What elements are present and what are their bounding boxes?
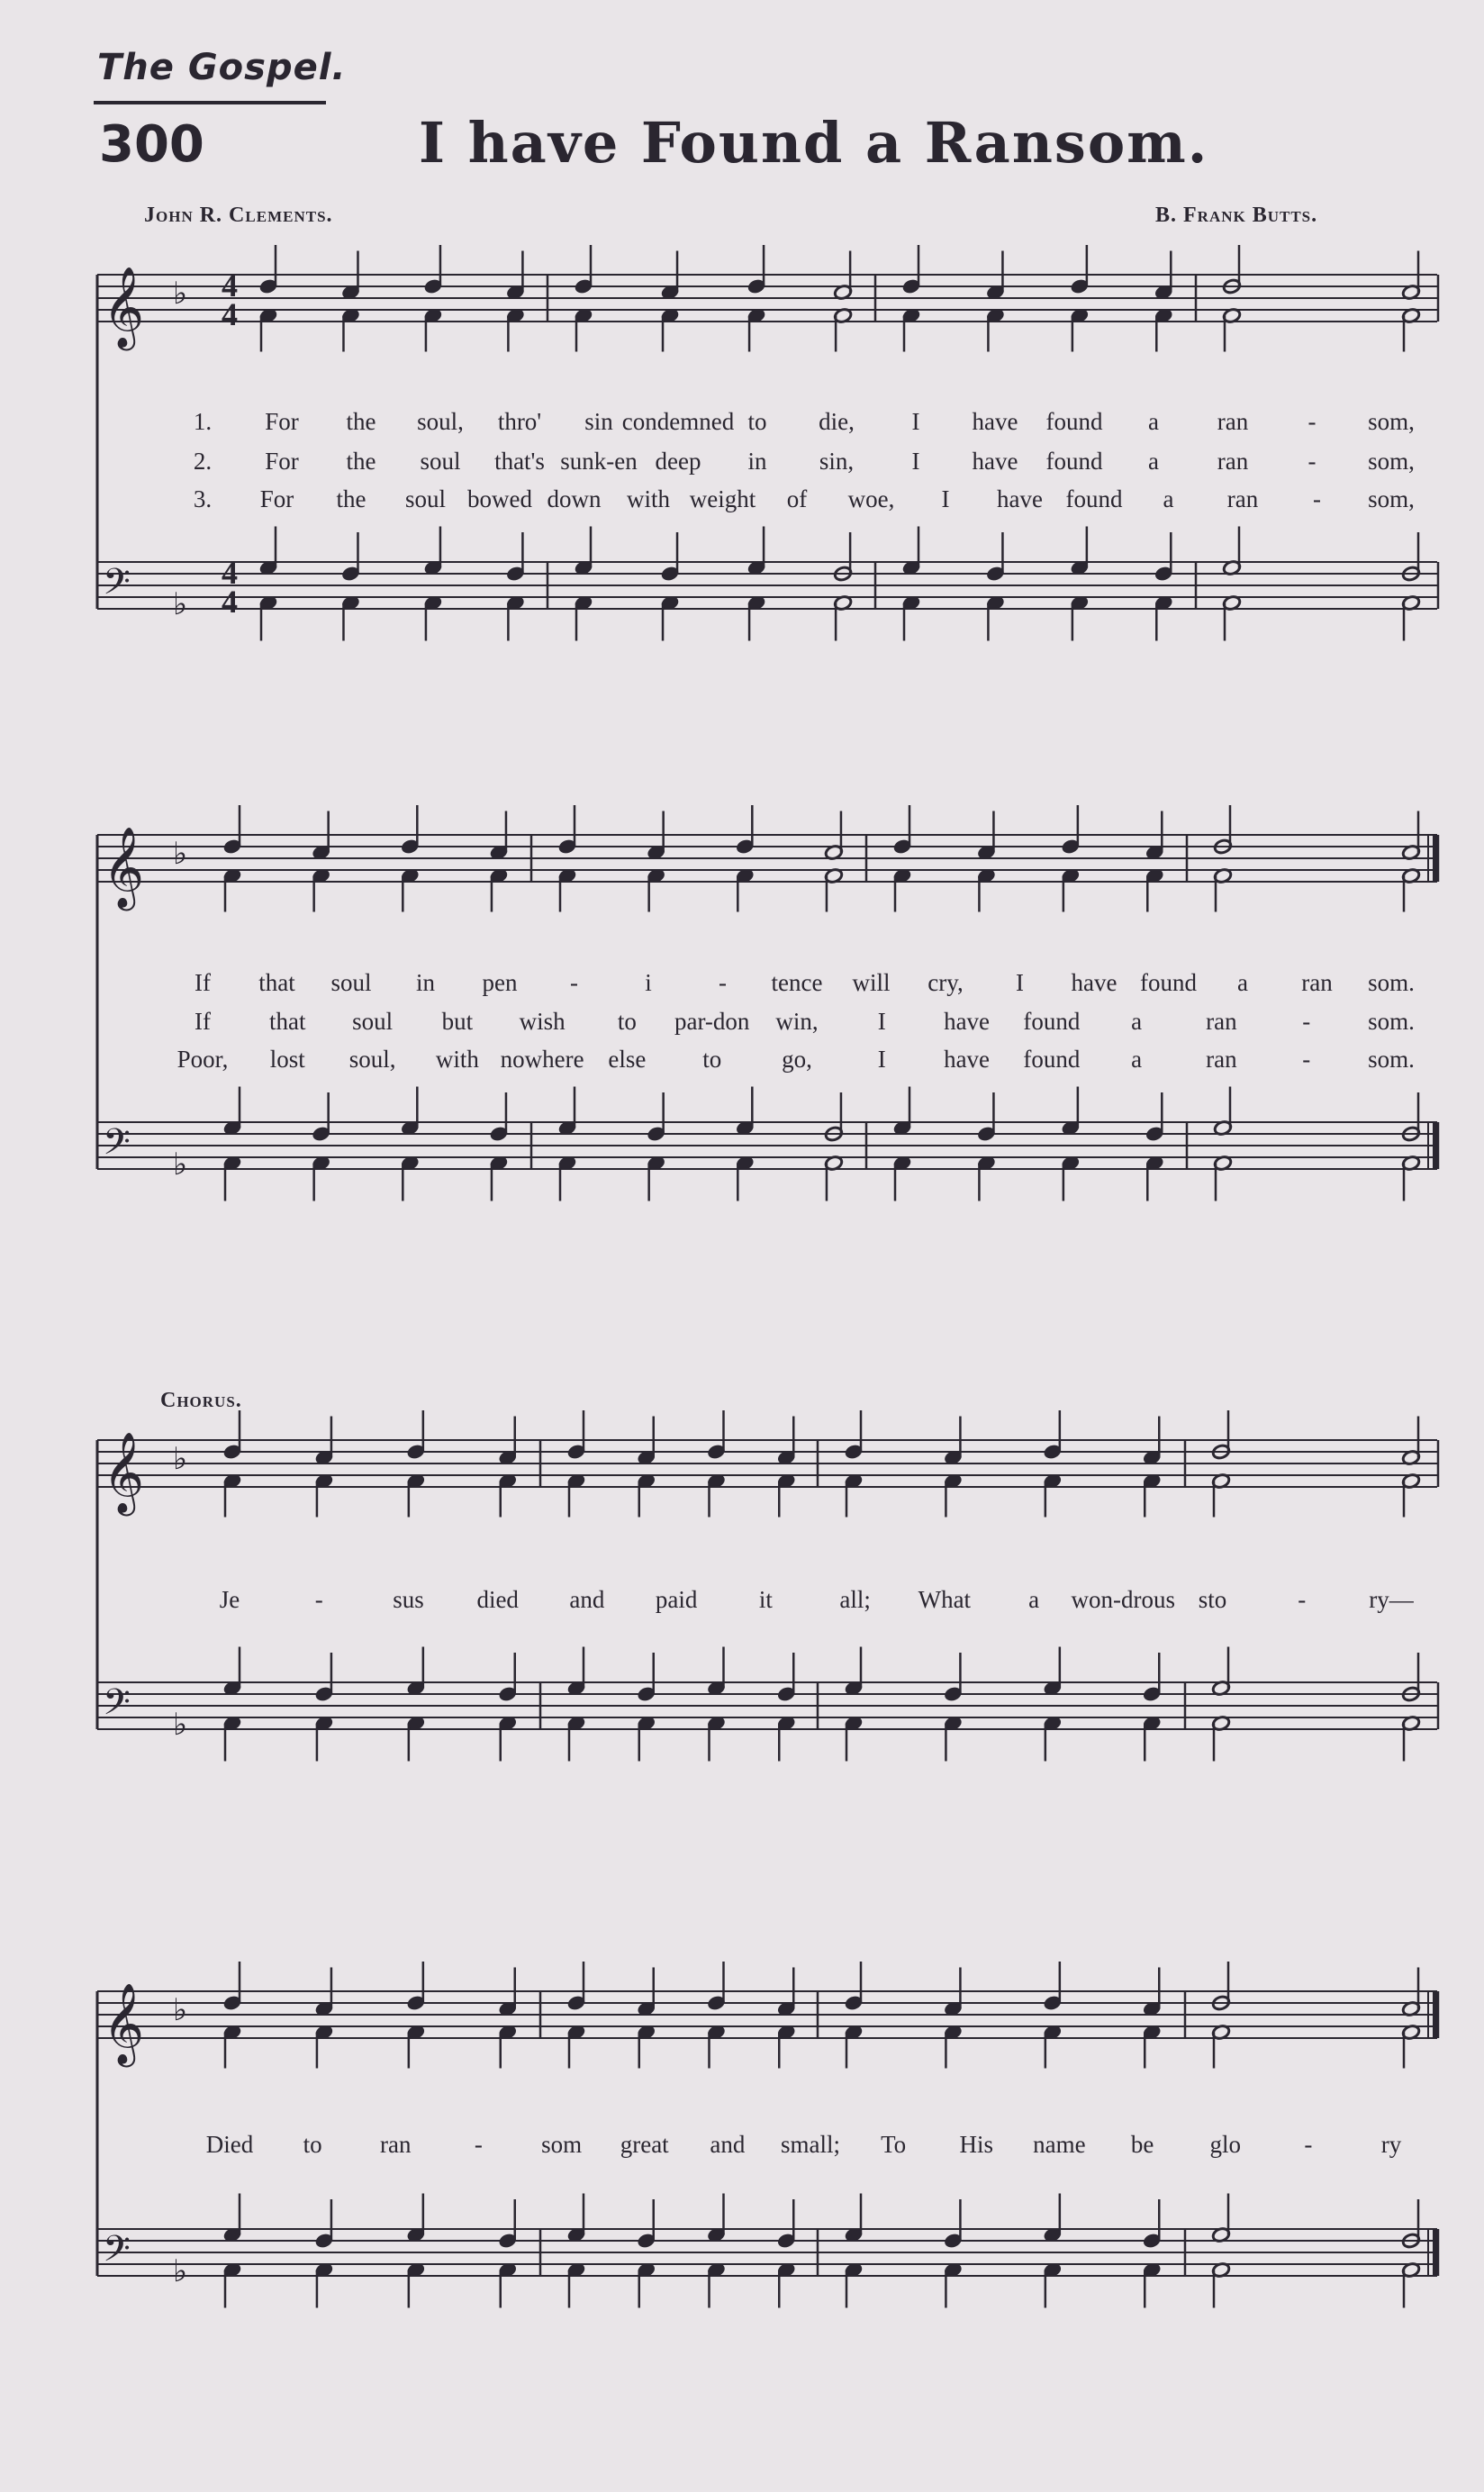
lyric-word: a [1131, 1046, 1143, 1073]
lyric-word: found [1045, 408, 1103, 435]
lyric-word: have [997, 485, 1043, 512]
lyric-word: small; [781, 2131, 840, 2158]
lyric-word: - [1304, 2131, 1313, 2158]
lyric-word: ran [1206, 1046, 1237, 1073]
lyric-word: die, [819, 408, 855, 435]
lyric-word: be [1130, 2131, 1154, 2158]
hymn-number: 300 [99, 115, 204, 174]
lyric-word: For [259, 485, 294, 512]
lyric-word: som, [1368, 485, 1415, 512]
lyric-word: For [265, 408, 299, 435]
lyric-word: To [881, 2131, 907, 2158]
lyric-word: 2. [193, 448, 213, 475]
lyric-word: died [476, 1586, 519, 1613]
lyric-word: soul [352, 1008, 394, 1035]
lyric-word: - [474, 2131, 483, 2158]
treble-staff [97, 1440, 1437, 1487]
lyric-word: found [1023, 1046, 1081, 1073]
lyric-word: sin, [819, 448, 855, 475]
lyric-word: - [1308, 448, 1317, 475]
lyric-word: weight [689, 485, 756, 512]
time-signature-top: 4 [222, 555, 238, 591]
lyric-word: the [336, 485, 366, 512]
lyric-word: tence [771, 969, 823, 996]
lyric-word: bowed [467, 485, 532, 512]
lyric-word: in [747, 448, 767, 475]
time-signature-bottom: 4 [222, 296, 238, 332]
bass-clef-icon: 𝄢 [103, 2228, 131, 2279]
lyric-word: ran [380, 2131, 412, 2158]
lyric-word: pen [482, 969, 518, 996]
lyric-word: to [617, 1008, 637, 1035]
lyric-word: will [852, 969, 891, 996]
lyric-word: a [1131, 1008, 1143, 1035]
lyric-word: sin [584, 408, 613, 435]
lyric-word: a [1148, 408, 1159, 435]
lyric-word: I [877, 1008, 886, 1035]
section-title: The Gospel. [97, 47, 347, 88]
lyric-word: to [702, 1046, 722, 1073]
system-3 [97, 1410, 1438, 1762]
lyric-word: found [1140, 969, 1197, 996]
flat-icon: ♭ [173, 838, 188, 871]
lyric-word: som. [1368, 1008, 1415, 1035]
lyric-word: If [195, 1008, 211, 1035]
lyric-word: For [265, 448, 299, 475]
lyric-word: som. [1368, 1046, 1415, 1073]
lyric-word: to [747, 408, 767, 435]
treble-staff [97, 835, 1437, 882]
lyric-word: have [944, 1046, 991, 1073]
lyric-word: Poor, [176, 1046, 229, 1073]
lyric-word: thro' [497, 408, 542, 435]
lyric-word: with [435, 1046, 479, 1073]
lyric-word: woe, [847, 485, 895, 512]
lyric-word: What [918, 1586, 972, 1613]
treble-clef-icon: 𝄞 [103, 1432, 145, 1513]
lyric-word: found [1045, 448, 1103, 475]
lyric-word: name [1033, 2131, 1086, 2158]
lyric-word: have [972, 448, 1018, 475]
lyric-word: Je [219, 1586, 240, 1613]
lyric-word: it [758, 1586, 773, 1613]
lyric-word: wish [519, 1008, 566, 1035]
lyric-word: that's [494, 448, 545, 475]
lyric-word: ran [1206, 1008, 1237, 1035]
lyric-word: I [911, 408, 920, 435]
lyric-word: ran [1301, 969, 1333, 996]
lyric-word: a [1163, 485, 1174, 512]
bass-staff [97, 1682, 1437, 1729]
flat-icon: ♭ [173, 277, 188, 311]
lyric-word: - [1308, 408, 1317, 435]
treble-staff [97, 1991, 1437, 2038]
time-signature-bottom: 4 [222, 584, 238, 620]
lyric-word: - [314, 1586, 323, 1613]
system-2 [97, 805, 1438, 1201]
lyric-word: soul [404, 485, 447, 512]
lyric-word: win, [775, 1008, 819, 1035]
lyric-word: som. [1368, 969, 1415, 996]
lyric-word: sto [1198, 1586, 1227, 1613]
flat-icon: ♭ [173, 588, 188, 621]
lyric-word: I [911, 448, 920, 475]
lyric-word: and [569, 1586, 605, 1613]
composer-credit: B. Frank Butts. [1155, 204, 1318, 227]
lyric-word: som [541, 2131, 583, 2158]
time-signature-top: 4 [222, 267, 238, 304]
lyric-word: else [608, 1046, 647, 1073]
lyric-word: sus [393, 1586, 424, 1613]
lyric-word: i [645, 969, 652, 996]
bass-staff [97, 2229, 1437, 2276]
flat-icon: ♭ [173, 1148, 188, 1182]
lyric-word: found [1023, 1008, 1081, 1035]
lyric-word: the [346, 448, 376, 475]
lyric-word: I [877, 1046, 886, 1073]
lyric-word: in [415, 969, 436, 996]
lyric-word: deep [655, 448, 701, 475]
lyric-word: ran [1217, 448, 1249, 475]
lyric-word: - [1298, 1586, 1307, 1613]
lyric-word: som, [1368, 448, 1415, 475]
lyric-word: of [786, 485, 808, 512]
lyric-word: glo [1209, 2131, 1241, 2158]
flat-icon: ♭ [173, 2255, 188, 2288]
lyric-word: that [269, 1008, 306, 1035]
bass-clef-icon: 𝄢 [103, 561, 131, 612]
flat-icon: ♭ [173, 1443, 188, 1476]
lyric-word: the [346, 408, 376, 435]
lyric-word: soul [330, 969, 372, 996]
lyric-word: go, [782, 1046, 812, 1073]
lyric-word: a [1028, 1586, 1040, 1613]
lyric-word: I [941, 485, 950, 512]
lyric-word: sunk-en [560, 448, 638, 475]
lyric-word: that [258, 969, 295, 996]
lyric-word: som, [1368, 408, 1415, 435]
lyric-word: soul [420, 448, 461, 475]
lyric-word: - [1313, 485, 1321, 512]
lyric-word: soul, [348, 1046, 396, 1073]
lyric-word: found [1065, 485, 1123, 512]
lyric-word: and [710, 2131, 746, 2158]
lyric-word: Died [205, 2131, 254, 2158]
lyric-word: with [626, 485, 671, 512]
bass-clef-icon: 𝄢 [103, 1121, 131, 1172]
flat-icon: ♭ [173, 1994, 188, 2027]
lyric-word: par-don [674, 1008, 750, 1035]
lyric-word: - [719, 969, 727, 996]
lyric-word: I [1016, 969, 1024, 996]
lyric-word: ry [1380, 2131, 1402, 2158]
lyric-word: His [959, 2131, 994, 2158]
lyricist-credit: John R. Clements. [144, 204, 333, 227]
lyric-word: 3. [193, 485, 213, 512]
lyric-word: - [570, 969, 578, 996]
lyric-word: ry— [1369, 1586, 1414, 1613]
chorus-label: Chorus. [160, 1389, 242, 1412]
lyric-word: cry, [928, 969, 964, 996]
lyric-word: condemned [621, 408, 735, 435]
lyric-word: - [1302, 1046, 1311, 1073]
lyric-word: won-drous [1071, 1586, 1176, 1613]
treble-clef-icon: 𝄞 [103, 267, 145, 348]
lyric-word: great [620, 2131, 669, 2158]
lyric-word: 1. [193, 408, 213, 435]
lyric-word: nowhere [500, 1046, 584, 1073]
lyric-word: down [547, 485, 602, 512]
bass-staff [97, 562, 1437, 609]
lyric-word: ran [1217, 408, 1249, 435]
lyric-word: all; [839, 1586, 871, 1613]
lyric-word: a [1148, 448, 1159, 475]
lyric-word: have [1071, 969, 1118, 996]
treble-clef-icon: 𝄞 [103, 827, 145, 908]
system-1 [97, 245, 1438, 641]
hymn-title: I have Found a Ransom. [419, 110, 1209, 176]
bass-staff [97, 1122, 1437, 1169]
system-4 [97, 1962, 1438, 2308]
lyric-word: paid [655, 1586, 698, 1613]
lyric-word: have [972, 408, 1018, 435]
treble-clef-icon: 𝄞 [103, 1983, 145, 2064]
flat-icon: ♭ [173, 1708, 188, 1742]
lyric-word: soul, [417, 408, 464, 435]
bass-clef-icon: 𝄢 [103, 1681, 131, 1732]
lyric-word: but [441, 1008, 474, 1035]
lyric-word: lost [269, 1046, 305, 1073]
lyric-word: have [944, 1008, 991, 1035]
lyric-word: to [303, 2131, 322, 2158]
lyric-word: ran [1226, 485, 1259, 512]
lyric-word: If [195, 969, 211, 996]
lyric-word: a [1237, 969, 1248, 996]
lyric-word: - [1302, 1008, 1311, 1035]
